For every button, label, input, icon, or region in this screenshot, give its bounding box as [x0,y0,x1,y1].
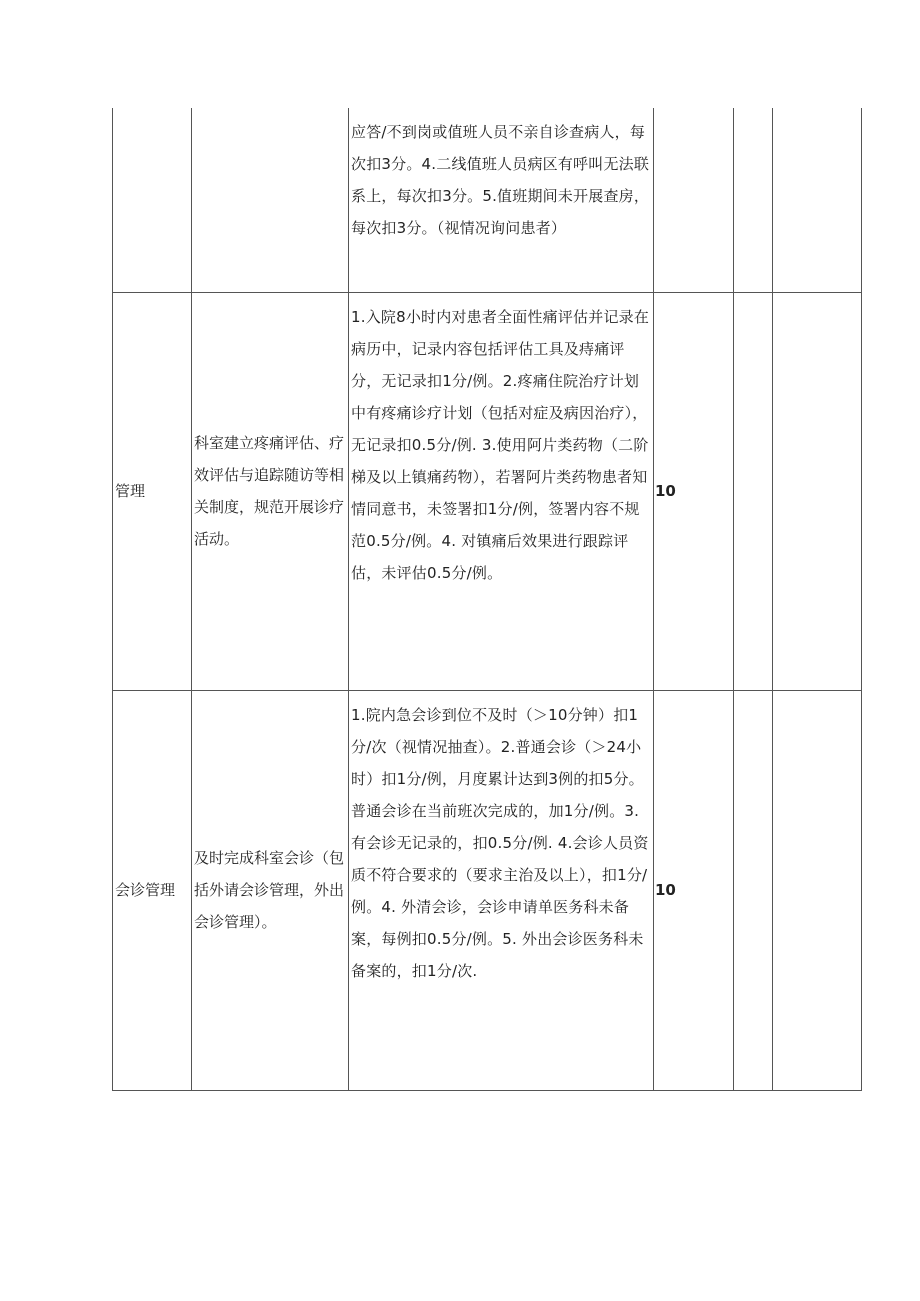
empty-cell [734,690,773,1090]
rule-cell [349,292,654,690]
item-cell: 管理 [113,292,192,690]
empty-cell [734,108,773,292]
item-cell: 会诊管理 [113,690,192,1090]
empty-cell [773,292,862,690]
item-cell [113,108,192,292]
requirement-cell: 科室建立疼痛评估、疗效评估与追踪随访等相关制度，规范开展诊疗活动。 [192,292,349,690]
rule-text: 1.院内急会诊到位不及时（＞10分钟）扣1分/次（视情况抽查）。2.普通会诊（＞24小时）扣1分/例，月度累计达到3例的扣5分。普通会诊在当前班次完成的，加1分/例。3.有会诊无记录的，扣0.5分/例. 4.会诊人员资质不符合要求的（要求主治及以上），扣1分/例。4. 外清会诊，会诊申请单医务科未备案，每例扣0.5分/例。5. 外出会诊医务科未备案的，扣1分/次. [351,705,649,980]
empty-cell [773,108,862,292]
table-row [113,108,862,292]
score-cell [654,108,734,292]
rule-cell [349,108,654,292]
assessment-table [112,108,862,1091]
score-cell: 10 [654,292,734,690]
score-cell: 10 [654,690,734,1090]
empty-cell [734,292,773,690]
rule-text: 1.入院8小时内对患者全面性痛评估并记录在病历中，记录内容包括评估工具及痔痛评分，无记录扣1分/例。2.疼痛住院治疗计划中有疼痛诊疗计划（包括对症及病因治疗），无记录扣0.5分/例. 3.使用阿片类药物（二阶梯及以上镇痛药物），若署阿片类药物患者知情同意书，未签署扣1分/例，签署内容不规范0.5分/例。4. 对镇痛后效果进行跟踪评估，未评估0.5分/例。 [351,307,650,582]
table-row [113,292,862,690]
empty-cell [773,690,862,1090]
requirement-cell: 及时完成科室会诊（包括外请会诊管理，外出会诊管理）。 [192,690,349,1090]
table-row [113,690,862,1090]
requirement-cell [192,108,349,292]
rule-cell [349,690,654,1090]
rule-text: 应答/不到岗或值班人员不亲自诊查病人，每次扣3分。4.二线值班人员病区有呼叫无法联系上，每次扣3分。5.值班期间未开展查房，每次扣3分。（视情况询问患者） [351,123,650,237]
